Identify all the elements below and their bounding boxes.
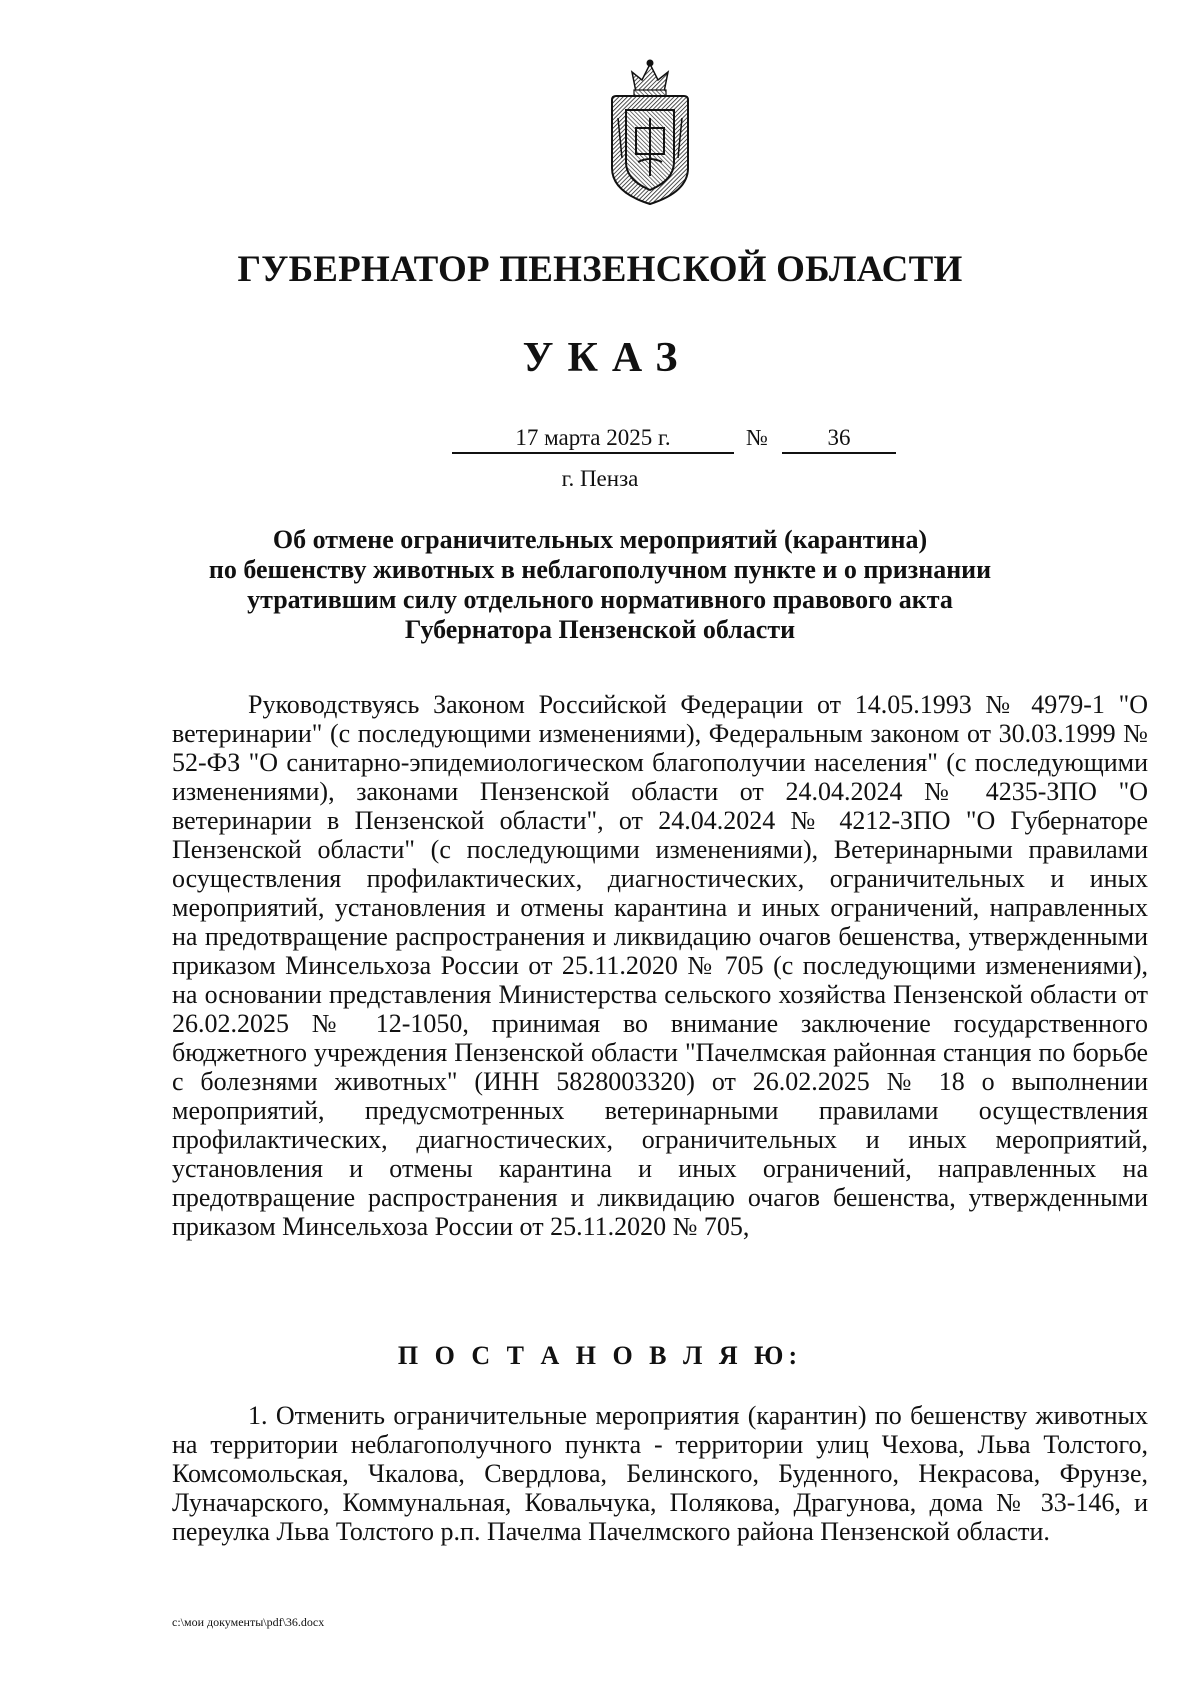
- clause-1-paragraph: 1. Отменить ограничительные мероприятия (карантин) по бешенству животных на территории неблагополучного пункта - территории улиц Чехова, Льва Толстого, Комсомольская, Чкалова, Свердлова, Белинского, Буденного, Некрасова, Фрунзе, Луначарского, Коммунальная, Ковальчука, Полякова, Драгунова, дома № 33-146, и переулка Льва Толстого р.п. Пачелма Пачелмского района Пензенской области.: [172, 1401, 1148, 1546]
- resolve-heading: П О С Т А Н О В Л Я Ю:: [397, 1341, 803, 1370]
- heading-line: Об отмене ограничительных мероприятий (карантина): [272, 525, 928, 554]
- preamble-paragraph: Руководствуясь Законом Российской Федерации от 14.05.1993 № 4979-1 "О ветеринарии" (с последующими изменениями), Федеральным законом от 30.03.1999 № 52-ФЗ "О санитарно-эпидемиологическом благополучии населения" (с последующими изменениями), законами Пензенской области от 24.04.2024 № 4235-ЗПО "О ветеринарии в Пензенской области", от 24.04.2024 № 4212-ЗПО "О Губернаторе Пензенской области" (с последующими изменениями), Ветеринарными правилами осуществления профилактических, диагностических, ограничительных и иных мероприятий, установления и отмены карантина и иных ограничений, направленных на предотвращение распространения и ликвидацию очагов бешенства, утвержденными приказом Минсельхоза России от 25.11.2020 № 705 (с последующими изменениями), на основании представления Министерства сельского хозяйства Пензенской области от 26.02.2025 № 12-1050, принимая во внимание заключение государственного бюджетного учреждения Пензенской области "Пачелмская районная станция по борьбе с болезнями животных" (ИНН 5828003320) от 26.02.2025 № 18 о выполнении мероприятий, предусмотренных ветеринарными правилами осуществления профилактических, диагностических, ограничительных и иных мероприятий, установления и отмены карантина и иных ограничений, направленных на предотвращение распространения и ликвидацию очагов бешенства, утвержденными приказом Минсельхоза России от 25.11.2020 № 705,: [172, 690, 1148, 1241]
- coat-of-arms-icon: [602, 58, 698, 206]
- number-sign: №: [746, 425, 768, 450]
- org-title: ГУБЕРНАТОР ПЕНЗЕНСКОЙ ОБЛАСТИ: [237, 249, 963, 290]
- doc-type-title: УКАЗ: [522, 335, 692, 381]
- heading-line: утратившим силу отдельного нормативного правового акта: [247, 585, 953, 614]
- file-path-footer: c:\мои документы\pdf\36.docx: [172, 1615, 325, 1629]
- decree-date: 17 марта 2025 г.: [452, 424, 734, 454]
- heading-line: Губернатора Пензенской области: [404, 615, 796, 644]
- decree-heading: [200, 525, 1000, 645]
- heading-line: по бешенству животных в неблагополучном пункте и о признании: [208, 555, 992, 584]
- place-of-issue: г. Пенза: [561, 466, 639, 491]
- decree-number: 36: [782, 424, 896, 454]
